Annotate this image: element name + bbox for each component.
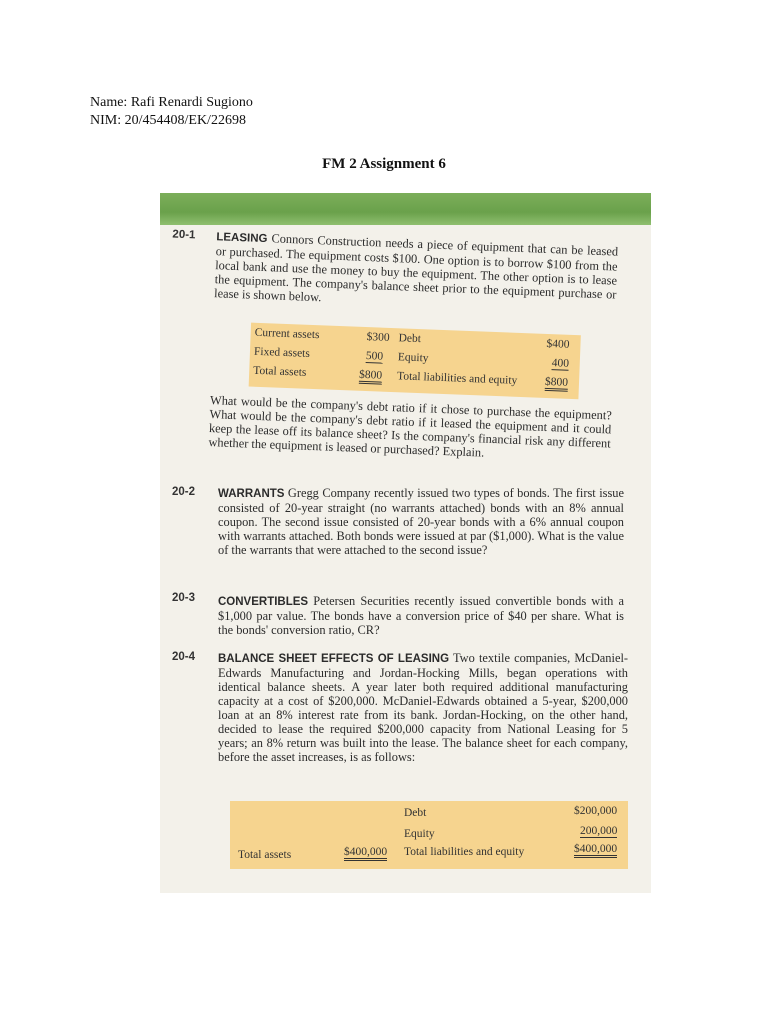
- problem-number: 20-2: [172, 486, 196, 498]
- problem-body: Two textile companies, McDaniel-Edwards Manufacturing and Jordan-Hocking Mills, began operations with identical balance sheets. A year later both required additional manufacturing capacity at a cost of $200,000. McDaniel-Edwards obtained a 5-year, $200,000 loan at an 8% interest rate from its bank. Jordan-Hocking, on the other hand, decided to lease the required $200,000 capacity from National Leasing for 5 years; an 8% return was built into the lease. The balance sheet for each company, before the asset increases, is as follows:: [218, 651, 629, 764]
- problem-20-1-question: What would be the company's debt ratio if it chose to purchase the equipment? What would be the company's debt ratio if it leased the equipment and it could keep the lease off its balance sheet? Is the company's financial risk any different whether the equipment is leased or purchased? Explain.: [208, 393, 613, 460]
- bs-value: $200,000: [574, 805, 618, 817]
- problem-body: Petersen Securities recently issued convertible bonds with a $1,000 par value. The bonds have a conversion price of $40 per share. What is the bonds' conversion ratio, CR?: [218, 594, 624, 637]
- balance-sheet-20-4: [230, 801, 628, 869]
- problem-heading: BALANCE SHEET EFFECTS OF LEASING: [218, 653, 450, 665]
- bs-label: Debt: [404, 807, 427, 819]
- problem-20-4-text: [218, 651, 628, 764]
- bs-value: $800: [359, 369, 383, 385]
- bs-value: 500: [365, 350, 384, 363]
- student-info: [90, 94, 253, 130]
- bs-value: 200,000: [580, 825, 618, 837]
- bs-value: $400,000: [344, 846, 387, 861]
- problem-20-2-text: [218, 486, 624, 557]
- problem-heading: CONVERTIBLES: [218, 596, 309, 608]
- bs-label: Total assets: [253, 364, 307, 379]
- bs-label: Equity: [397, 351, 429, 365]
- problem-number: 20-3: [172, 592, 196, 604]
- bs-value: $800: [545, 376, 569, 392]
- bs-label: Total liabilities and equity: [396, 370, 518, 387]
- problem-body: Connors Construction needs a piece of equipment that can be leased or purchased. The equipment costs $100. One option is to borrow $100 from the local bank and use the money to buy the equipment. The other option is to lease the equipment. The company's balance sheet prior to the equipment purchase or lease is shown below.: [213, 231, 619, 305]
- textbook-photo: [160, 193, 651, 893]
- bs-label: Current assets: [254, 326, 320, 342]
- student-nim: NIM: 20/454408/EK/22698: [90, 113, 246, 128]
- bs-value: $400: [546, 337, 570, 351]
- problem-heading: WARRANTS: [218, 488, 285, 500]
- problem-heading: LEASING: [216, 231, 268, 246]
- problem-body: Gregg Company recently issued two types of bonds. The first issue consisted of 20-year straight (no warrants attached) bonds with an 8% annual coupon. The second issue consisted of 20-year bonds with a 6% annual coupon with warrants attached. Both bonds were issued at par ($1,000). What is the value of the warrants that were attached to the second issue?: [218, 486, 624, 557]
- bs-label: Fixed assets: [253, 345, 311, 360]
- bs-label: Debt: [398, 332, 422, 346]
- bs-label: Equity: [404, 828, 435, 840]
- student-name: Name: Rafi Renardi Sugiono: [90, 95, 253, 110]
- photo-lower-content: [160, 193, 651, 893]
- assignment-title: FM 2 Assignment 6: [322, 156, 446, 172]
- bs-value: $400,000: [574, 843, 617, 858]
- bs-label: Total assets: [238, 849, 292, 861]
- problem-number: 20-1: [172, 228, 196, 242]
- bs-value: $300: [366, 331, 390, 344]
- bs-label: Total liabilities and equity: [404, 846, 525, 858]
- problem-20-3-text: [218, 594, 624, 637]
- problem-number: 20-4: [172, 651, 196, 663]
- bs-value: 400: [551, 357, 570, 370]
